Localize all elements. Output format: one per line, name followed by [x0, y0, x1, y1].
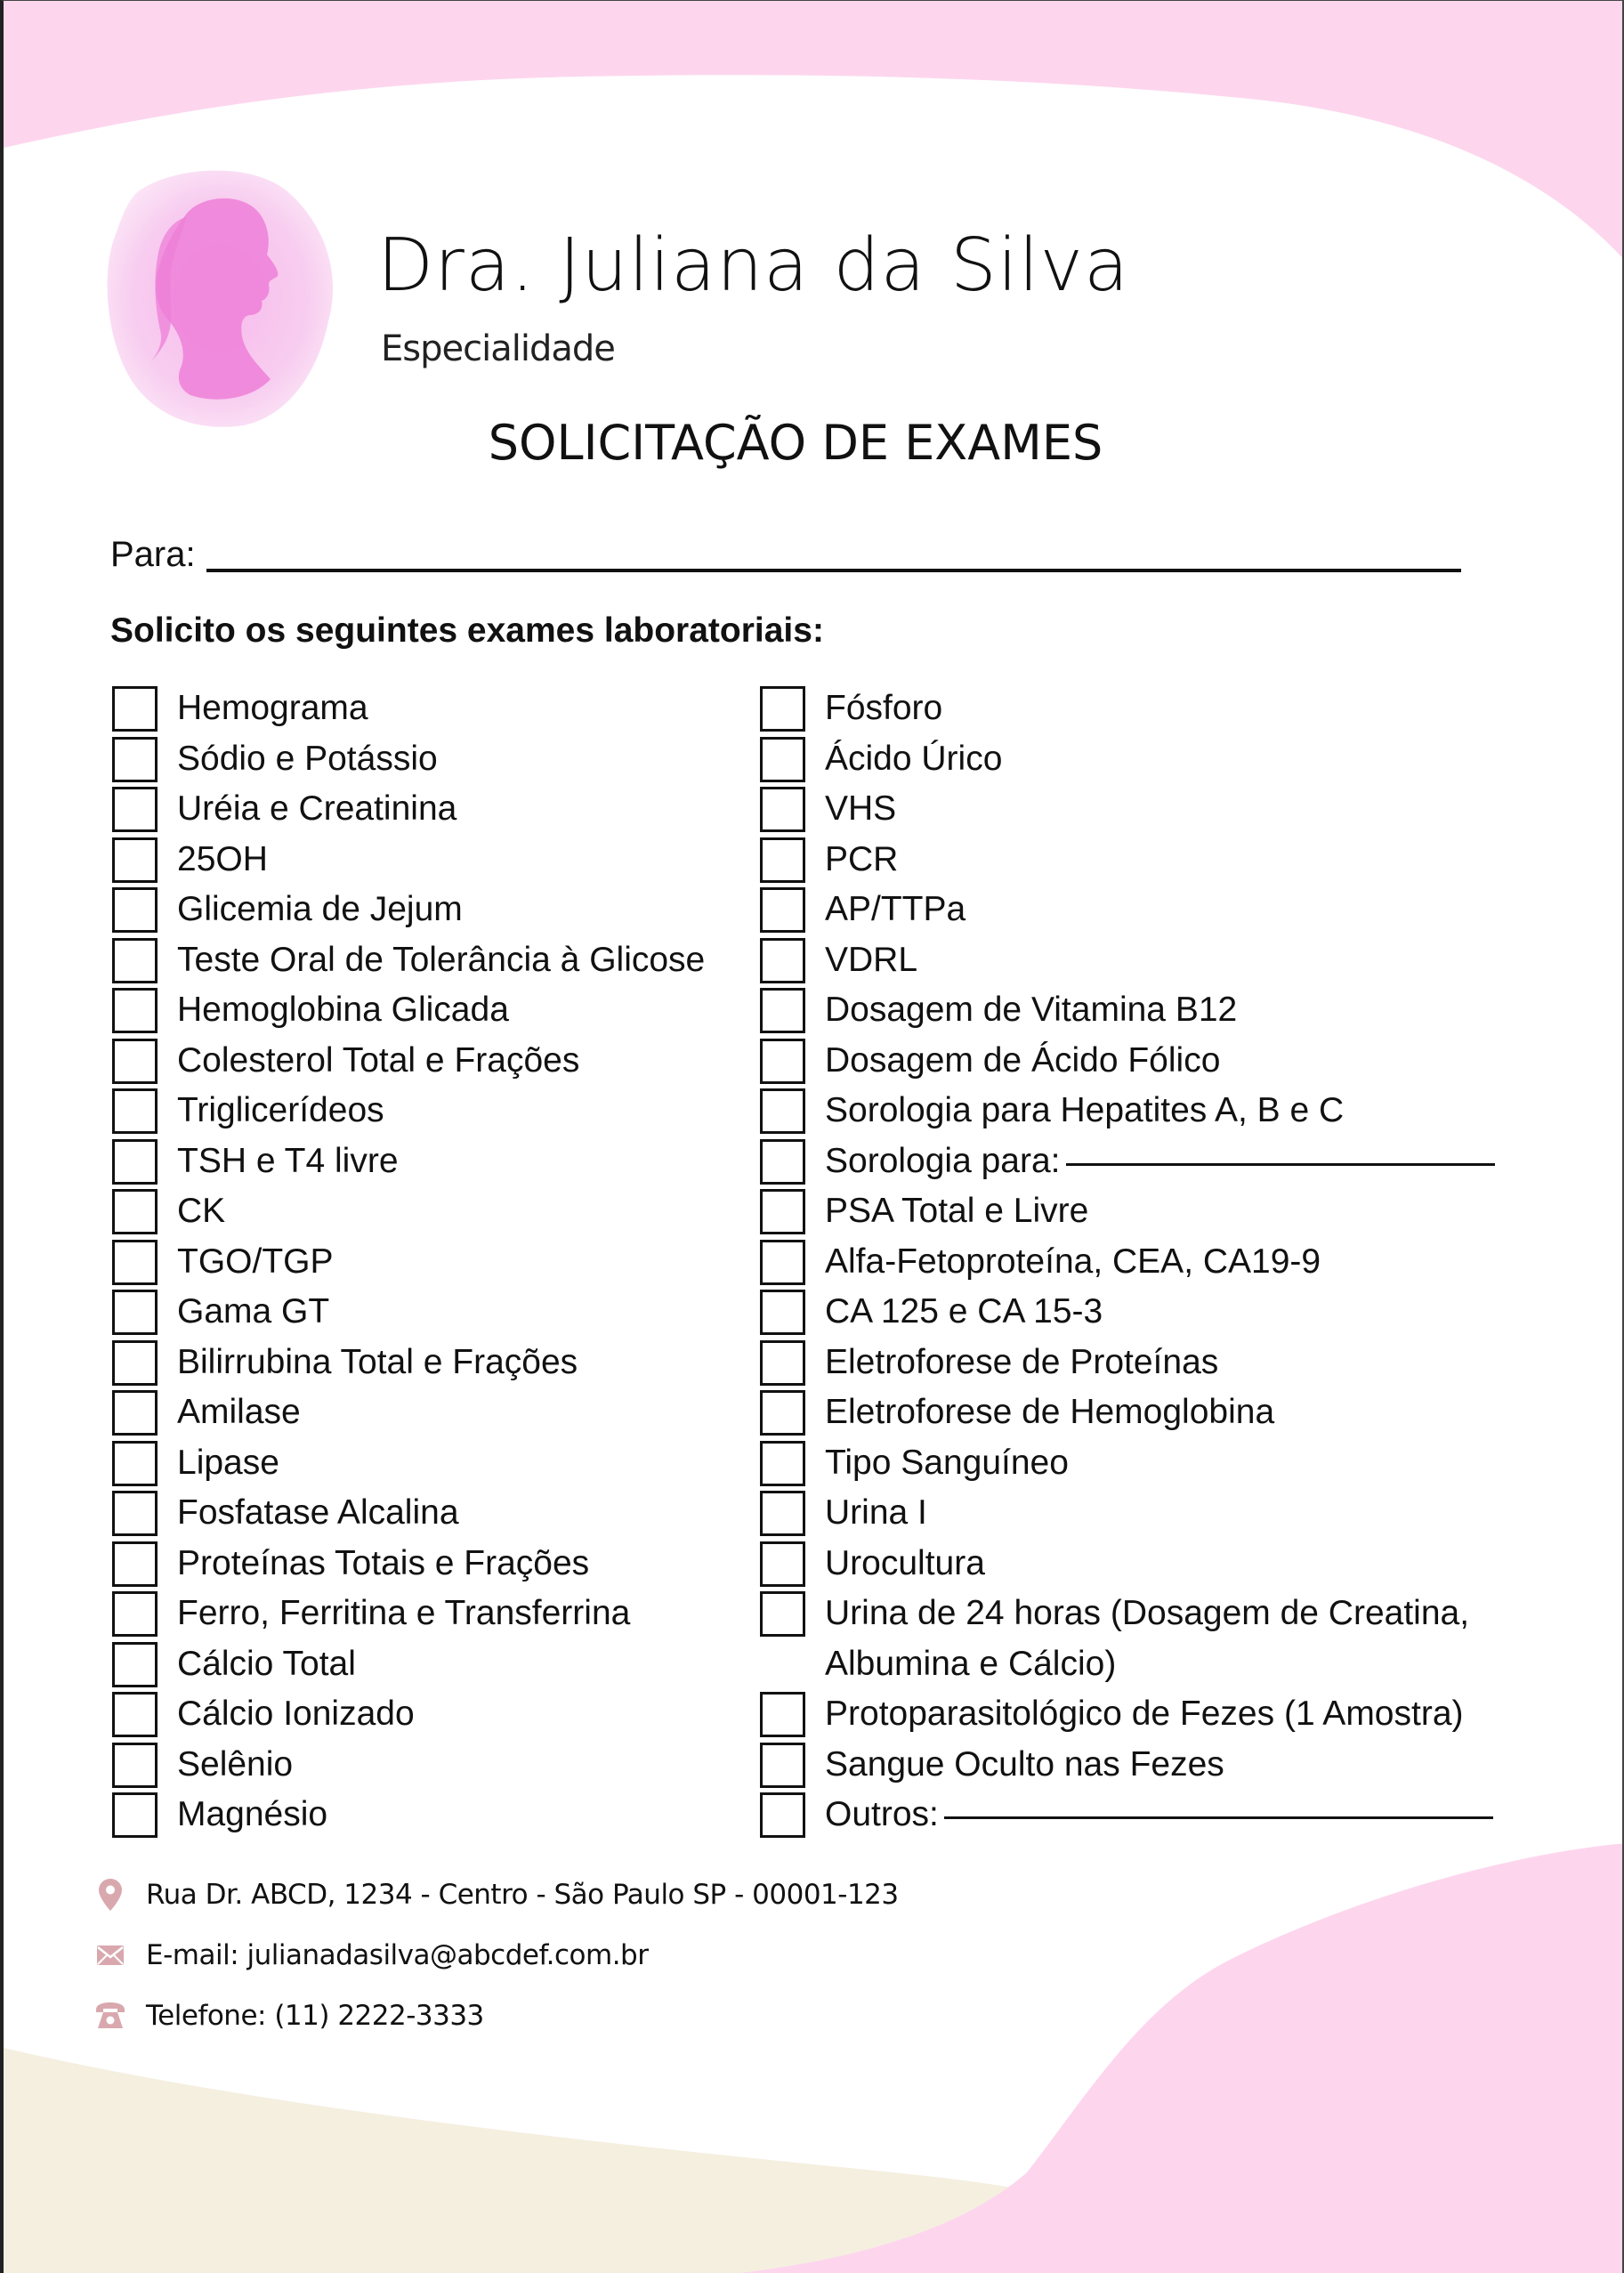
exam-checkbox[interactable]	[112, 1390, 158, 1436]
exam-label: TSH e T4 livre	[177, 1141, 399, 1180]
outros-fill-line[interactable]	[944, 1790, 1493, 1819]
exam-checkbox[interactable]	[760, 988, 805, 1033]
para-field	[110, 533, 1461, 576]
exam-item-ca125	[760, 1287, 1572, 1338]
exam-checkbox[interactable]	[112, 887, 158, 933]
exam-item-calcio-total	[112, 1639, 705, 1690]
telephone-icon	[93, 1998, 128, 2034]
exam-checkbox[interactable]	[760, 1591, 805, 1637]
exam-item-sangue-oculto	[760, 1740, 1572, 1791]
exam-item-25oh	[112, 835, 705, 886]
exam-checkbox[interactable]	[760, 887, 805, 933]
exam-item-gama-gt	[112, 1287, 705, 1338]
specialty: Especialidade	[381, 328, 615, 369]
exam-checkbox[interactable]	[112, 1441, 158, 1486]
exam-label: Hemograma	[177, 689, 368, 727]
phone-text: Telefone: (11) 2222-3333	[146, 2000, 484, 2032]
exam-label: Bilirrubina Total e Frações	[177, 1342, 578, 1381]
exam-checkbox[interactable]	[112, 1189, 158, 1234]
exam-item-lipase	[112, 1438, 705, 1489]
contact-email	[93, 1937, 648, 1973]
exam-checkbox[interactable]	[760, 1290, 805, 1335]
exam-label: Outros:	[825, 1795, 939, 1833]
exam-label: Glicemia de Jejum	[177, 890, 463, 928]
exam-item-hemoglobina-glicada	[112, 985, 705, 1036]
exam-label: Sorologia para:	[825, 1141, 1061, 1180]
exam-checkbox[interactable]	[760, 737, 805, 782]
exam-item-acido-urico	[760, 734, 1572, 785]
exam-item-eletroforese-hemoglobina	[760, 1387, 1572, 1438]
exam-label: Urina de 24 horas (Dosagem de Creatina, Albumina e Cálcio)	[825, 1594, 1470, 1683]
exam-item-psa	[760, 1186, 1572, 1237]
exam-item-fosforo	[760, 684, 1572, 734]
exam-checkbox[interactable]	[760, 1139, 805, 1185]
exam-checkbox[interactable]	[760, 1692, 805, 1737]
exam-label: Cálcio Ionizado	[177, 1695, 415, 1733]
exam-checkbox[interactable]	[760, 1088, 805, 1134]
exam-label: Urina I	[825, 1493, 927, 1532]
exam-checkbox[interactable]	[112, 1088, 158, 1134]
exam-checkbox[interactable]	[112, 1491, 158, 1536]
exam-item-protoparasitologico	[760, 1689, 1572, 1740]
exam-checkbox[interactable]	[760, 1743, 805, 1788]
exam-label: Dosagem de Ácido Fólico	[825, 1040, 1221, 1080]
exam-column-left	[112, 684, 705, 1840]
exam-checkbox[interactable]	[112, 988, 158, 1033]
exam-column-right	[760, 684, 1572, 1840]
exam-checkbox[interactable]	[760, 837, 805, 883]
exam-checkbox[interactable]	[760, 686, 805, 732]
exam-item-alfa-fetoproteina	[760, 1237, 1572, 1288]
exam-item-ap-ttpa	[760, 885, 1572, 935]
exam-label: Urocultura	[825, 1543, 985, 1582]
exam-label: VHS	[825, 789, 897, 828]
exam-checkbox[interactable]	[112, 1743, 158, 1788]
exam-label: 25OH	[177, 839, 268, 878]
exam-label: Tipo Sanguíneo	[825, 1443, 1069, 1482]
woman-silhouette-logo	[101, 166, 342, 433]
exam-item-proteinas-totais	[112, 1539, 705, 1589]
exam-label: Fósforo	[825, 689, 943, 727]
exam-checkbox[interactable]	[112, 1039, 158, 1084]
exam-label: Amilase	[177, 1393, 301, 1431]
exam-checkbox[interactable]	[112, 1139, 158, 1185]
exam-label: AP/TTPa	[825, 890, 966, 928]
exam-item-ferro	[112, 1589, 705, 1639]
exam-checkbox[interactable]	[112, 1642, 158, 1687]
email-text[interactable]: E-mail: julianadasilva@abcdef.com.br	[146, 1939, 649, 1971]
exam-item-selenio	[112, 1740, 705, 1791]
form-title: SOLICITAÇÃO DE EXAMES	[488, 415, 1103, 471]
exam-checkbox[interactable]	[112, 1240, 158, 1285]
exam-item-glicemia	[112, 885, 705, 935]
map-pin-icon	[93, 1877, 128, 1913]
exam-checkbox[interactable]	[760, 1792, 805, 1838]
exam-label: Colesterol Total e Frações	[177, 1040, 580, 1080]
exam-checkbox[interactable]	[760, 787, 805, 832]
exam-label: CK	[177, 1192, 226, 1230]
exam-item-pcr	[760, 835, 1572, 886]
exam-item-vdrl	[760, 935, 1572, 986]
contact-phone	[93, 1998, 484, 2034]
exam-label: Teste Oral de Tolerância à Glicose	[177, 940, 706, 979]
exam-checkbox[interactable]	[112, 1792, 158, 1838]
exam-item-vitamina-b12	[760, 985, 1572, 1036]
exam-item-magnesio	[112, 1790, 705, 1840]
exam-label: Protoparasitológico de Fezes (1 Amostra)	[825, 1695, 1464, 1733]
exam-label: Alfa-Fetoproteína, CEA, CA19-9	[825, 1242, 1321, 1281]
exam-label: Cálcio Total	[177, 1644, 356, 1683]
exam-label: Hemoglobina Glicada	[177, 991, 509, 1029]
exam-checkbox[interactable]	[112, 1692, 158, 1737]
para-label: Para:	[110, 535, 196, 574]
exam-checkbox[interactable]	[112, 1591, 158, 1637]
exam-label: Sangue Oculto nas Fezes	[825, 1744, 1224, 1784]
exam-label: TGO/TGP	[177, 1242, 334, 1281]
exam-label: Eletroforese de Proteínas	[825, 1342, 1219, 1381]
address-text: Rua Dr. ABCD, 1234 - Centro - São Paulo SP - 00001-123	[146, 1879, 899, 1911]
exam-label: Ferro, Ferritina e Transferrina	[177, 1594, 631, 1632]
exam-label: Ácido Úrico	[825, 739, 1003, 778]
exam-label: Sódio e Potássio	[177, 739, 438, 778]
exam-checkbox[interactable]	[760, 1340, 805, 1386]
exam-checkbox[interactable]	[112, 1340, 158, 1386]
exam-label: Proteínas Totais e Frações	[177, 1543, 590, 1582]
exam-label: Fosfatase Alcalina	[177, 1493, 459, 1532]
exam-item-fosfatase	[112, 1488, 705, 1539]
exam-checkbox[interactable]	[760, 1240, 805, 1285]
exam-item-eletroforese-proteinas	[760, 1338, 1572, 1388]
exam-item-calcio-ionizado	[112, 1689, 705, 1740]
exam-item-outros	[760, 1790, 1572, 1840]
exam-label: Gama GT	[177, 1292, 330, 1331]
exam-item-tsh-t4	[112, 1136, 705, 1187]
sorologia-fill-line[interactable]	[1066, 1136, 1495, 1166]
exam-checkbox[interactable]	[760, 938, 805, 983]
exam-checkbox[interactable]	[112, 938, 158, 983]
exam-item-hemograma	[112, 684, 705, 734]
exam-item-bilirrubina	[112, 1338, 705, 1388]
exam-item-urocultura	[760, 1539, 1572, 1589]
exam-item-ureia-creatinina	[112, 784, 705, 835]
exam-label: PCR	[825, 839, 899, 878]
envelope-icon	[93, 1937, 128, 1973]
exam-item-sodio-potassio	[112, 734, 705, 785]
exam-item-urina-i	[760, 1488, 1572, 1539]
para-input-line[interactable]	[206, 569, 1461, 572]
exam-list-heading: Solicito os seguintes exames laboratoriais:	[110, 611, 824, 650]
exam-checkbox[interactable]	[760, 1441, 805, 1486]
exam-item-tgo-tgp	[112, 1237, 705, 1288]
contact-address	[93, 1877, 899, 1913]
exam-checkbox[interactable]	[760, 1491, 805, 1536]
exam-label: VDRL	[825, 940, 918, 979]
exam-label: Selênio	[177, 1744, 294, 1784]
exam-item-sorologia-hepatites	[760, 1086, 1572, 1136]
exam-checkbox[interactable]	[112, 837, 158, 883]
exam-label: Uréia e Creatinina	[177, 789, 457, 828]
exam-label: CA 125 e CA 15-3	[825, 1292, 1103, 1331]
exam-checkbox[interactable]	[760, 1541, 805, 1587]
exam-item-triglicerideos	[112, 1086, 705, 1136]
exam-label: Sorologia para Hepatites A, B e C	[825, 1091, 1345, 1129]
exam-label: Triglicerídeos	[177, 1091, 384, 1129]
exam-item-urina-24h	[760, 1589, 1572, 1689]
exam-item-tipo-sanguineo	[760, 1438, 1572, 1489]
exam-checkbox[interactable]	[112, 1541, 158, 1587]
exam-label: PSA Total e Livre	[825, 1192, 1089, 1230]
exam-checkbox[interactable]	[112, 787, 158, 832]
exam-item-colesterol	[112, 1036, 705, 1087]
exam-item-sorologia-para	[760, 1136, 1572, 1187]
exam-label: Magnésio	[177, 1795, 328, 1833]
exam-checkbox[interactable]	[760, 1189, 805, 1234]
exam-item-tolerancia-glicose	[112, 935, 705, 986]
exam-checkbox[interactable]	[112, 737, 158, 782]
exam-checkbox[interactable]	[112, 1290, 158, 1335]
exam-item-ck	[112, 1186, 705, 1237]
exam-label: Lipase	[177, 1443, 279, 1482]
exam-item-vhs	[760, 784, 1572, 835]
exam-item-amilase	[112, 1387, 705, 1438]
doctor-name: Dra. Juliana da Silva	[377, 223, 1130, 308]
exam-checkbox[interactable]	[760, 1039, 805, 1084]
exam-item-acido-folico	[760, 1036, 1572, 1087]
exam-label: Eletroforese de Hemoglobina	[825, 1393, 1275, 1431]
exam-checkbox[interactable]	[760, 1390, 805, 1436]
exam-label: Dosagem de Vitamina B12	[825, 991, 1238, 1029]
exam-checkbox[interactable]	[112, 686, 158, 732]
